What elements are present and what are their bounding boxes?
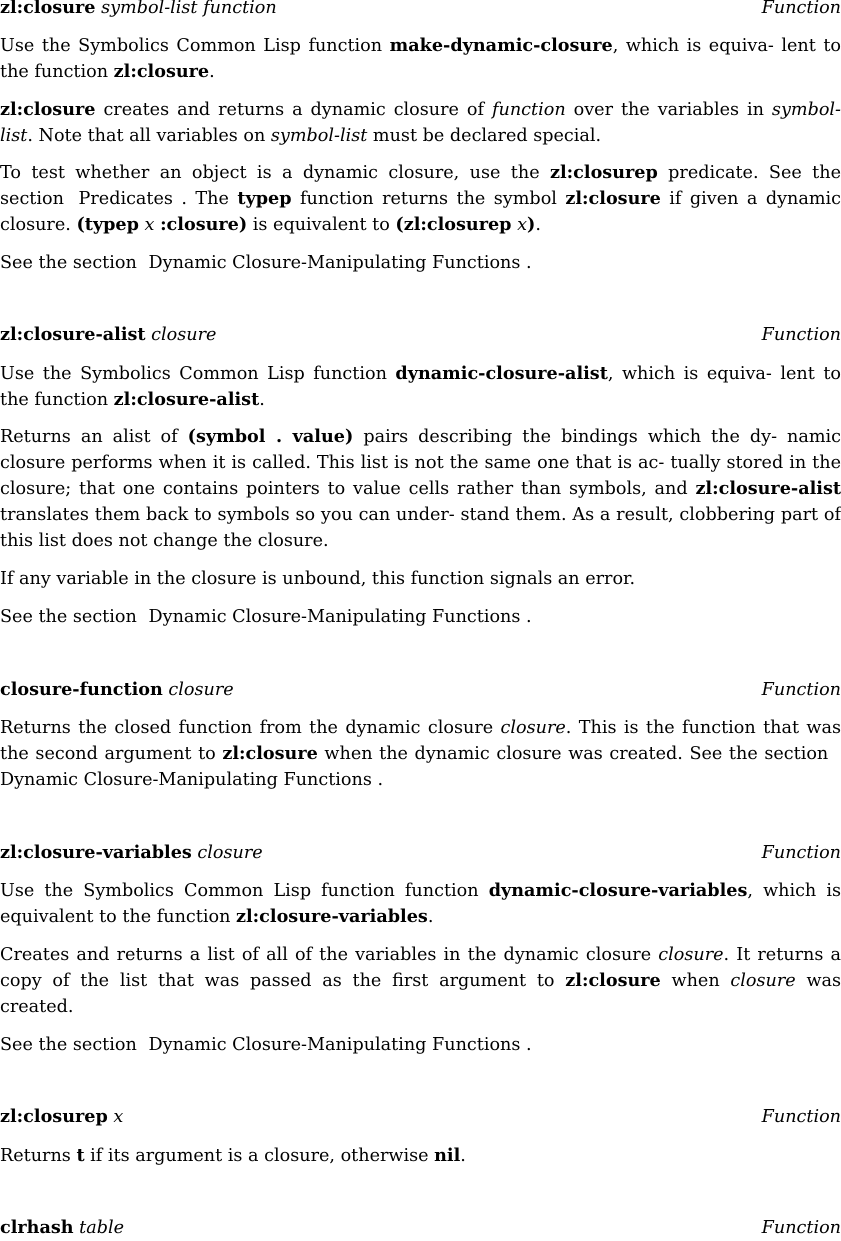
function-args: closure [151,325,217,345]
paragraph: See the section Dynamic Closure-Manipulating Functions . [0,1035,532,1055]
function-args: table [79,1218,125,1238]
entry-kind: Function [761,0,841,18]
entry-kind: Function [761,325,841,345]
paragraph: Use the Symbolics Common Lisp function function dynamic-closure-variables, which is equivalent to the function zl:closure-variables. [0,880,841,927]
paragraph: Returns an alist of (symbol . value) pairs describing the bindings which the dy- namic closure performs when it is called. This list is not the same one that is ac- tually stored in the closure; that one contains pointers to value cells rather than symbols, and zl:closure-alist translates them back to symbols so you can under- stand them. As a result, clobbering part of this list does not change the closure. [0,426,841,551]
paragraph: See the section Dynamic Closure-Manipulating Functions . [0,607,532,627]
function-name: closure-function [0,679,163,700]
paragraph: zl:closure creates and returns a dynamic closure of function over the variables in symbol-list. Note that all variables on symbol-list must be declared special. [0,99,841,146]
function-args: x [113,1107,124,1127]
paragraph: Use the Symbolics Common Lisp function make-dynamic-closure, which is equiva- lent to the function zl:closure. [0,35,841,82]
function-args: closure [168,680,234,700]
paragraph: If any variable in the closure is unbound, this function signals an error. [0,569,636,589]
paragraph: Returns the closed function from the dynamic closure closure. This is the function that was the second argument to zl:closure when the dynamic closure was created. See the section Dynamic Closure-Manipulating Functions . [0,718,841,790]
function-args: symbol-list function [101,0,277,18]
paragraph: To test whether an object is a dynamic closure, use the zl:closurep predicate. See the section Predicates . The typep function returns the symbol zl:closure if given a dynamic closure. (typep x :closure) is equivalent to (zl:closurep x). [0,162,841,235]
function-name: zl:closure [0,0,96,18]
paragraph: See the section Dynamic Closure-Manipulating Functions . [0,253,532,273]
function-name: clrhash [0,1217,74,1238]
cross-reference[interactable]: Dynamic Closure-Manipulating Functions [148,253,521,273]
paragraph: Creates and returns a list of all of the variables in the dynamic closure closure. It returns a copy of the list that was passed as the first argument to zl:closure when closure was created. [0,945,841,1017]
function-name: zl:closurep [0,1106,108,1127]
cross-reference[interactable]: Dynamic Closure-Manipulating Functions [148,1035,521,1055]
function-args: closure [197,843,263,863]
entry-header-zl-closurep [0,1104,841,1130]
function-name: zl:closure-variables [0,842,192,863]
entry-header-zl-closure-variables [0,840,841,866]
entry-header-zl-closure [0,0,841,21]
entry-header-closure-function [0,677,841,703]
cross-reference[interactable]: Predicates [78,189,173,209]
entry-header-zl-closure-alist [0,322,841,348]
entry-kind: Function [761,1107,841,1127]
paragraph: Returns t if its argument is a closure, otherwise nil. [0,1145,466,1166]
entry-kind: Function [761,1218,841,1238]
cross-reference[interactable]: Dynamic Closure-Manipulating Functions [148,607,521,627]
function-name: zl:closure-alist [0,324,146,345]
entry-header-clrhash [0,1215,841,1241]
entry-kind: Function [761,680,841,700]
paragraph: Use the Symbolics Common Lisp function dynamic-closure-alist, which is equiva- lent to the function zl:closure-alist. [0,363,841,410]
cross-reference[interactable]: Dynamic Closure-Manipulating Functions [0,770,372,790]
entry-kind: Function [761,843,841,863]
